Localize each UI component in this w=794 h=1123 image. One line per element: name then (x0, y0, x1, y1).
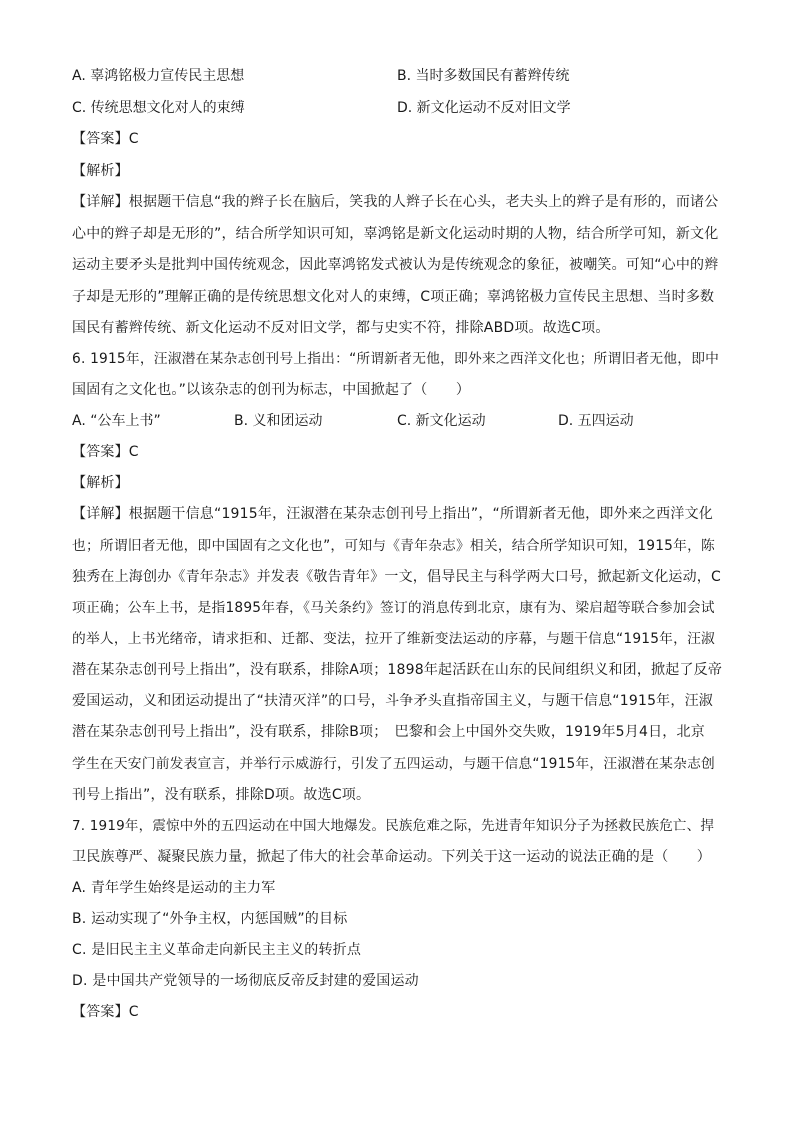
q6-option-a: A. “公车上书” (72, 413, 161, 429)
q5-detail-line: 运动主要矛头是批判中国传统观念，因此辜鸿铭发式被认为是传统观念的象征，被嘲笑。可知“心中的辫 (72, 257, 719, 273)
q6-option-c: C. 新文化运动 (397, 413, 486, 429)
q6-detail-line: 学生在天安门前发表宣言，并举行示威游行，引发了五四运动，与题干信息“1915年，汪淑潜在某杂志创 (72, 756, 715, 772)
q6-stem-line: 6. 1915年，汪淑潜在某杂志创刊号上指出：“所谓新者无他，即外来之西洋文化也；所谓旧者无他，即中 (72, 351, 720, 367)
q6-detail-line: 独秀在上海创办《青年杂志》并发表《敬告青年》一文，倡导民主与科学两大口号，掀起新文化运动，C (72, 569, 721, 585)
q5-option-b: B. 当时多数国民有蓄辫传统 (397, 68, 570, 84)
q5-detail-line: 【详解】根据题干信息“我的辫子长在脑后，笑我的人辫子长在心头，老夫头上的辫子是有形的，而诸公 (72, 194, 719, 210)
q6-detail-line: 【详解】根据题干信息“1915年，汪淑潜在某杂志创刊号上指出”，“所谓新者无他，即外来之西洋文化 (72, 506, 713, 522)
q6-answer: 【答案】C (72, 444, 139, 460)
q6-detail-line: 的举人，上书光绪帝，请求拒和、迁都、变法，拉开了维新变法运动的序幕，与题干信息“1915年，汪淑 (72, 631, 715, 647)
q6-stem-line: 国固有之文化也。”以该杂志的创刊为标志，中国掀起了（ ） (72, 382, 471, 398)
q7-option-d: D. 是中国共产党领导的一场彻底反帝反封建的爱国运动 (72, 973, 419, 989)
q6-detail-line: 刊号上指出”，没有联系，排除D项。故选C项。 (72, 787, 371, 803)
q5-option-c: C. 传统思想文化对人的束缚 (72, 100, 245, 116)
q7-option-a: A. 青年学生始终是运动的主力军 (72, 880, 276, 896)
q5-analysis-label: 【解析】 (72, 163, 129, 179)
q6-option-b: B. 义和团运动 (234, 413, 323, 429)
q5-option-d: D. 新文化运动不反对旧文学 (397, 100, 571, 116)
q7-answer: 【答案】C (72, 1004, 139, 1020)
q5-detail-line: 国民有蓄辫传统、新文化运动不反对旧文学，都与史实不符，排除ABD项。故选C项。 (72, 320, 610, 336)
q6-detail-line: 爱国运动，义和团运动提出了“扶清灭洋”的口号，斗争矛头直指帝国主义，与题干信息“1915年，汪淑 (72, 693, 713, 709)
q7-stem-line: 7. 1919年，震惊中外的五四运动在中国大地爆发。民族危难之际，先进青年知识分子为拯救民族危亡、捍 (72, 818, 715, 834)
q5-detail-line: 子却是无形的”理解正确的是传统思想文化对人的束缚，C项正确；辜鸿铭极力宣传民主思想、当时多数 (72, 289, 715, 305)
q6-detail-line: 潜在某杂志创刊号上指出”，没有联系，排除A项；1898年起活跃在山东的民间组织义和团，掀起了反帝 (72, 662, 723, 678)
q7-stem-line: 卫民族尊严、凝聚民族力量，掀起了伟大的社会革命运动。下列关于这一运动的说法正确的是（ ） (72, 849, 711, 865)
q6-detail-line: 也；所谓旧者无他，即中国固有之文化也”，可知与《青年杂志》相关，结合所学知识可知，1915年，陈 (72, 538, 715, 554)
q6-detail-line: 潜在某杂志创刊号上指出”，没有联系，排除B项； 巴黎和会上中国外交失败，1919年5月4日，北京 (72, 724, 705, 740)
q7-option-b: B. 运动实现了“外争主权，内惩国贼”的目标 (72, 911, 348, 927)
q6-analysis-label: 【解析】 (72, 475, 129, 491)
q7-option-c: C. 是旧民主主义革命走向新民主主义的转折点 (72, 942, 362, 958)
q5-detail-line: 心中的辫子却是无形的”，结合所学知识可知，辜鸿铭是新文化运动时期的人物，结合所学可知，新文化 (72, 226, 719, 242)
q6-detail-line: 项正确；公车上书，是指1895年春，《马关条约》签订的消息传到北京，康有为、梁启超等联合参加会试 (72, 600, 715, 616)
q5-option-a: A. 辜鸿铭极力宣传民主思想 (72, 68, 245, 84)
q5-answer: 【答案】C (72, 131, 139, 147)
q6-option-d: D. 五四运动 (558, 413, 634, 429)
